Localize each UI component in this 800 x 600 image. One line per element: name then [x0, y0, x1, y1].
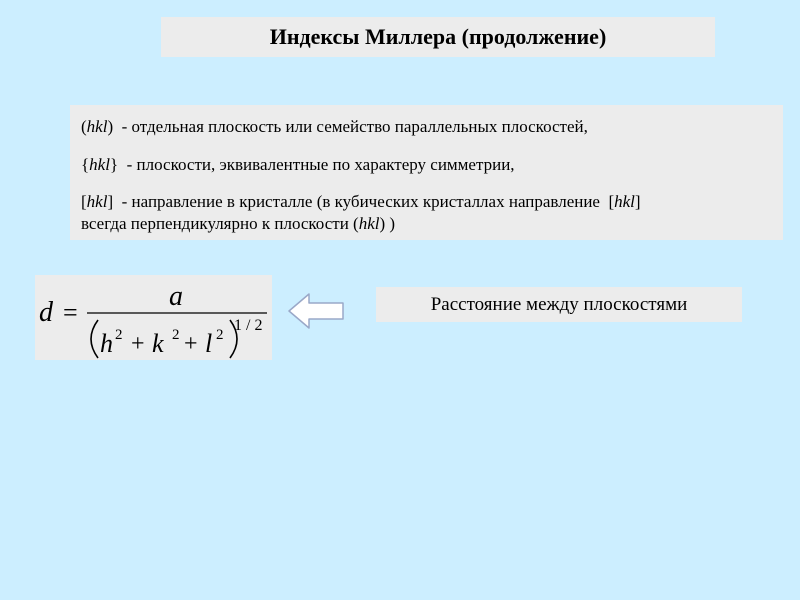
formula-box: [35, 275, 272, 360]
formula-l: l: [205, 329, 213, 358]
formula-label: Расстояние между плоскостями: [430, 293, 688, 315]
formula-l-square: 2: [216, 327, 224, 343]
left-paren: [91, 320, 98, 358]
formula-k-square: 2: [172, 327, 180, 343]
formula-h-square: 2: [115, 327, 123, 343]
formula-plus-1: +: [131, 331, 145, 357]
page-title: Индексы Миллера (продолжение): [269, 24, 607, 49]
formula-k: k: [152, 329, 164, 358]
formula-h: h: [100, 329, 113, 358]
formula-exponent: 1 / 2: [234, 317, 263, 334]
title-banner: [161, 17, 715, 57]
definition-direction-cont: всегда перпендикулярно к плоскости (hkl) ): [81, 214, 396, 233]
formula-label-box: [376, 287, 742, 322]
formula-lhs: d: [39, 297, 53, 328]
formula-numerator: a: [169, 281, 183, 312]
formula-plus-2: +: [184, 331, 198, 357]
definition-plane: (hkl) - отдельная плоскость или семейство параллельных плоскостей,: [81, 117, 588, 136]
interplanar-distance-formula: [35, 275, 272, 360]
definitions-box: [70, 105, 783, 240]
formula-equals: =: [63, 298, 78, 327]
left-arrow-icon: [288, 292, 346, 330]
definition-direction: [hkl] - направление в кристалле (в кубических кристаллах направление [hkl]: [81, 192, 641, 211]
definition-plane-family: {hkl} - плоскости, эквивалентные по характеру симметрии,: [81, 155, 515, 174]
